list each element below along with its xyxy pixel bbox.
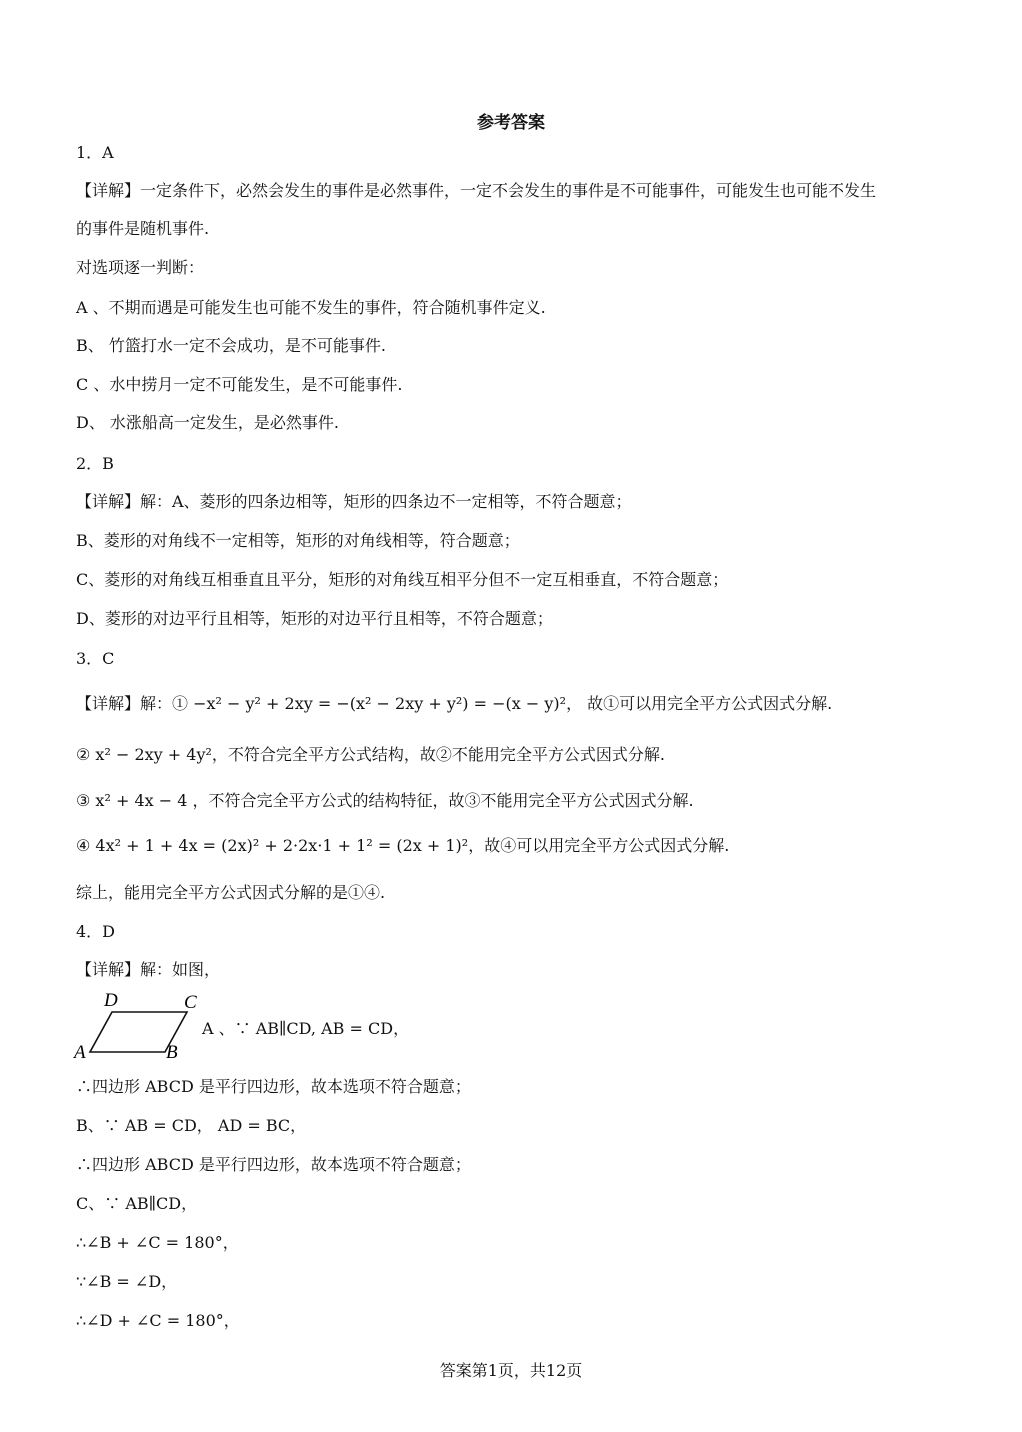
answer-1-intro: 对选项逐一判断： bbox=[76, 258, 205, 277]
answer-4-option-b: B、∵ AB = CD， AD = BC， bbox=[76, 1116, 307, 1135]
answer-2-option-a: 【详解】解：A、菱形的四条边相等，矩形的四条边不一定相等，不符合题意； bbox=[76, 492, 632, 511]
answer-4-step-3: ∴∠D + ∠C = 180°， bbox=[76, 1311, 240, 1330]
vertex-label-a: A bbox=[74, 1042, 86, 1063]
vertex-label-b: B bbox=[166, 1042, 178, 1063]
answer-1-option-a: A 、不期而遇是可能发生也可能不发生的事件，符合随机事件定义. bbox=[76, 298, 546, 317]
answer-1-option-d: D、 水涨船高一定发生，是必然事件. bbox=[76, 413, 340, 432]
page-footer: 答案第1页，共12页 bbox=[439, 1361, 583, 1380]
vertex-label-c: C bbox=[184, 992, 197, 1013]
answer-1-heading: 1．A bbox=[76, 143, 114, 162]
answer-4-step-1: ∴∠B + ∠C = 180°， bbox=[76, 1233, 239, 1252]
answer-4-intro: 【详解】解：如图， bbox=[76, 960, 221, 979]
answer-3-item-2: ② x² − 2xy + 4y²，不符合完全平方公式结构，故②不能用完全平方公式因式分解. bbox=[76, 745, 665, 764]
page-title: 参考答案 bbox=[477, 113, 545, 133]
answer-2-option-c: C、菱形的对角线互相垂直且平分，矩形的对角线互相平分但不一定互相垂直，不符合题意； bbox=[76, 570, 729, 589]
answer-1-option-b: B、 竹篮打水一定不会成功，是不可能事件. bbox=[76, 336, 386, 355]
answer-3-summary: 综上，能用完全平方公式因式分解的是①④. bbox=[76, 883, 386, 902]
answer-3-item-4: ④ 4x² + 1 + 4x = (2x)² + 2·2x·1 + 1² = (2x + 1)²，故④可以用完全平方公式因式分解. bbox=[76, 836, 730, 855]
answer-3-item-3: ③ x² + 4x − 4 ，不符合完全平方公式的结构特征，故③不能用完全平方公式因式分解. bbox=[76, 791, 694, 810]
answer-1-detail-line-2: 的事件是随机事件. bbox=[76, 219, 210, 238]
answer-4-option-b-conclusion: ∴四边形 ABCD 是平行四边形，故本选项不符合题意； bbox=[76, 1155, 471, 1174]
answer-4-option-a: A 、∵ AB∥CD, AB = CD， bbox=[202, 1019, 410, 1038]
answer-1-option-c: C 、水中捞月一定不可能发生，是不可能事件. bbox=[76, 375, 403, 394]
answer-1-detail-line-1: 【详解】一定条件下，必然会发生的事件是必然事件，一定不会发生的事件是不可能事件，可能发生也可能不发生 bbox=[76, 181, 877, 200]
answer-2-heading: 2．B bbox=[76, 454, 114, 473]
parallelogram-figure bbox=[70, 988, 210, 1064]
answer-2-option-d: D、菱形的对边平行且相等，矩形的对边平行且相等，不符合题意； bbox=[76, 609, 553, 628]
answer-3-heading: 3．C bbox=[76, 649, 115, 668]
vertex-label-d: D bbox=[104, 990, 118, 1011]
answer-4-option-a-conclusion: ∴四边形 ABCD 是平行四边形，故本选项不符合题意； bbox=[76, 1077, 471, 1096]
answer-4-step-2: ∵∠B = ∠D， bbox=[76, 1272, 178, 1291]
answer-4-option-c: C、∵ AB∥CD， bbox=[76, 1194, 198, 1213]
answer-3-item-1: 【详解】解：① −x² − y² + 2xy = −(x² − 2xy + y²) = −(x − y)²， 故①可以用完全平方公式因式分解. bbox=[76, 694, 833, 713]
answer-4-heading: 4．D bbox=[76, 922, 116, 941]
answer-2-option-b: B、菱形的对角线不一定相等，矩形的对角线相等，符合题意； bbox=[76, 531, 520, 550]
